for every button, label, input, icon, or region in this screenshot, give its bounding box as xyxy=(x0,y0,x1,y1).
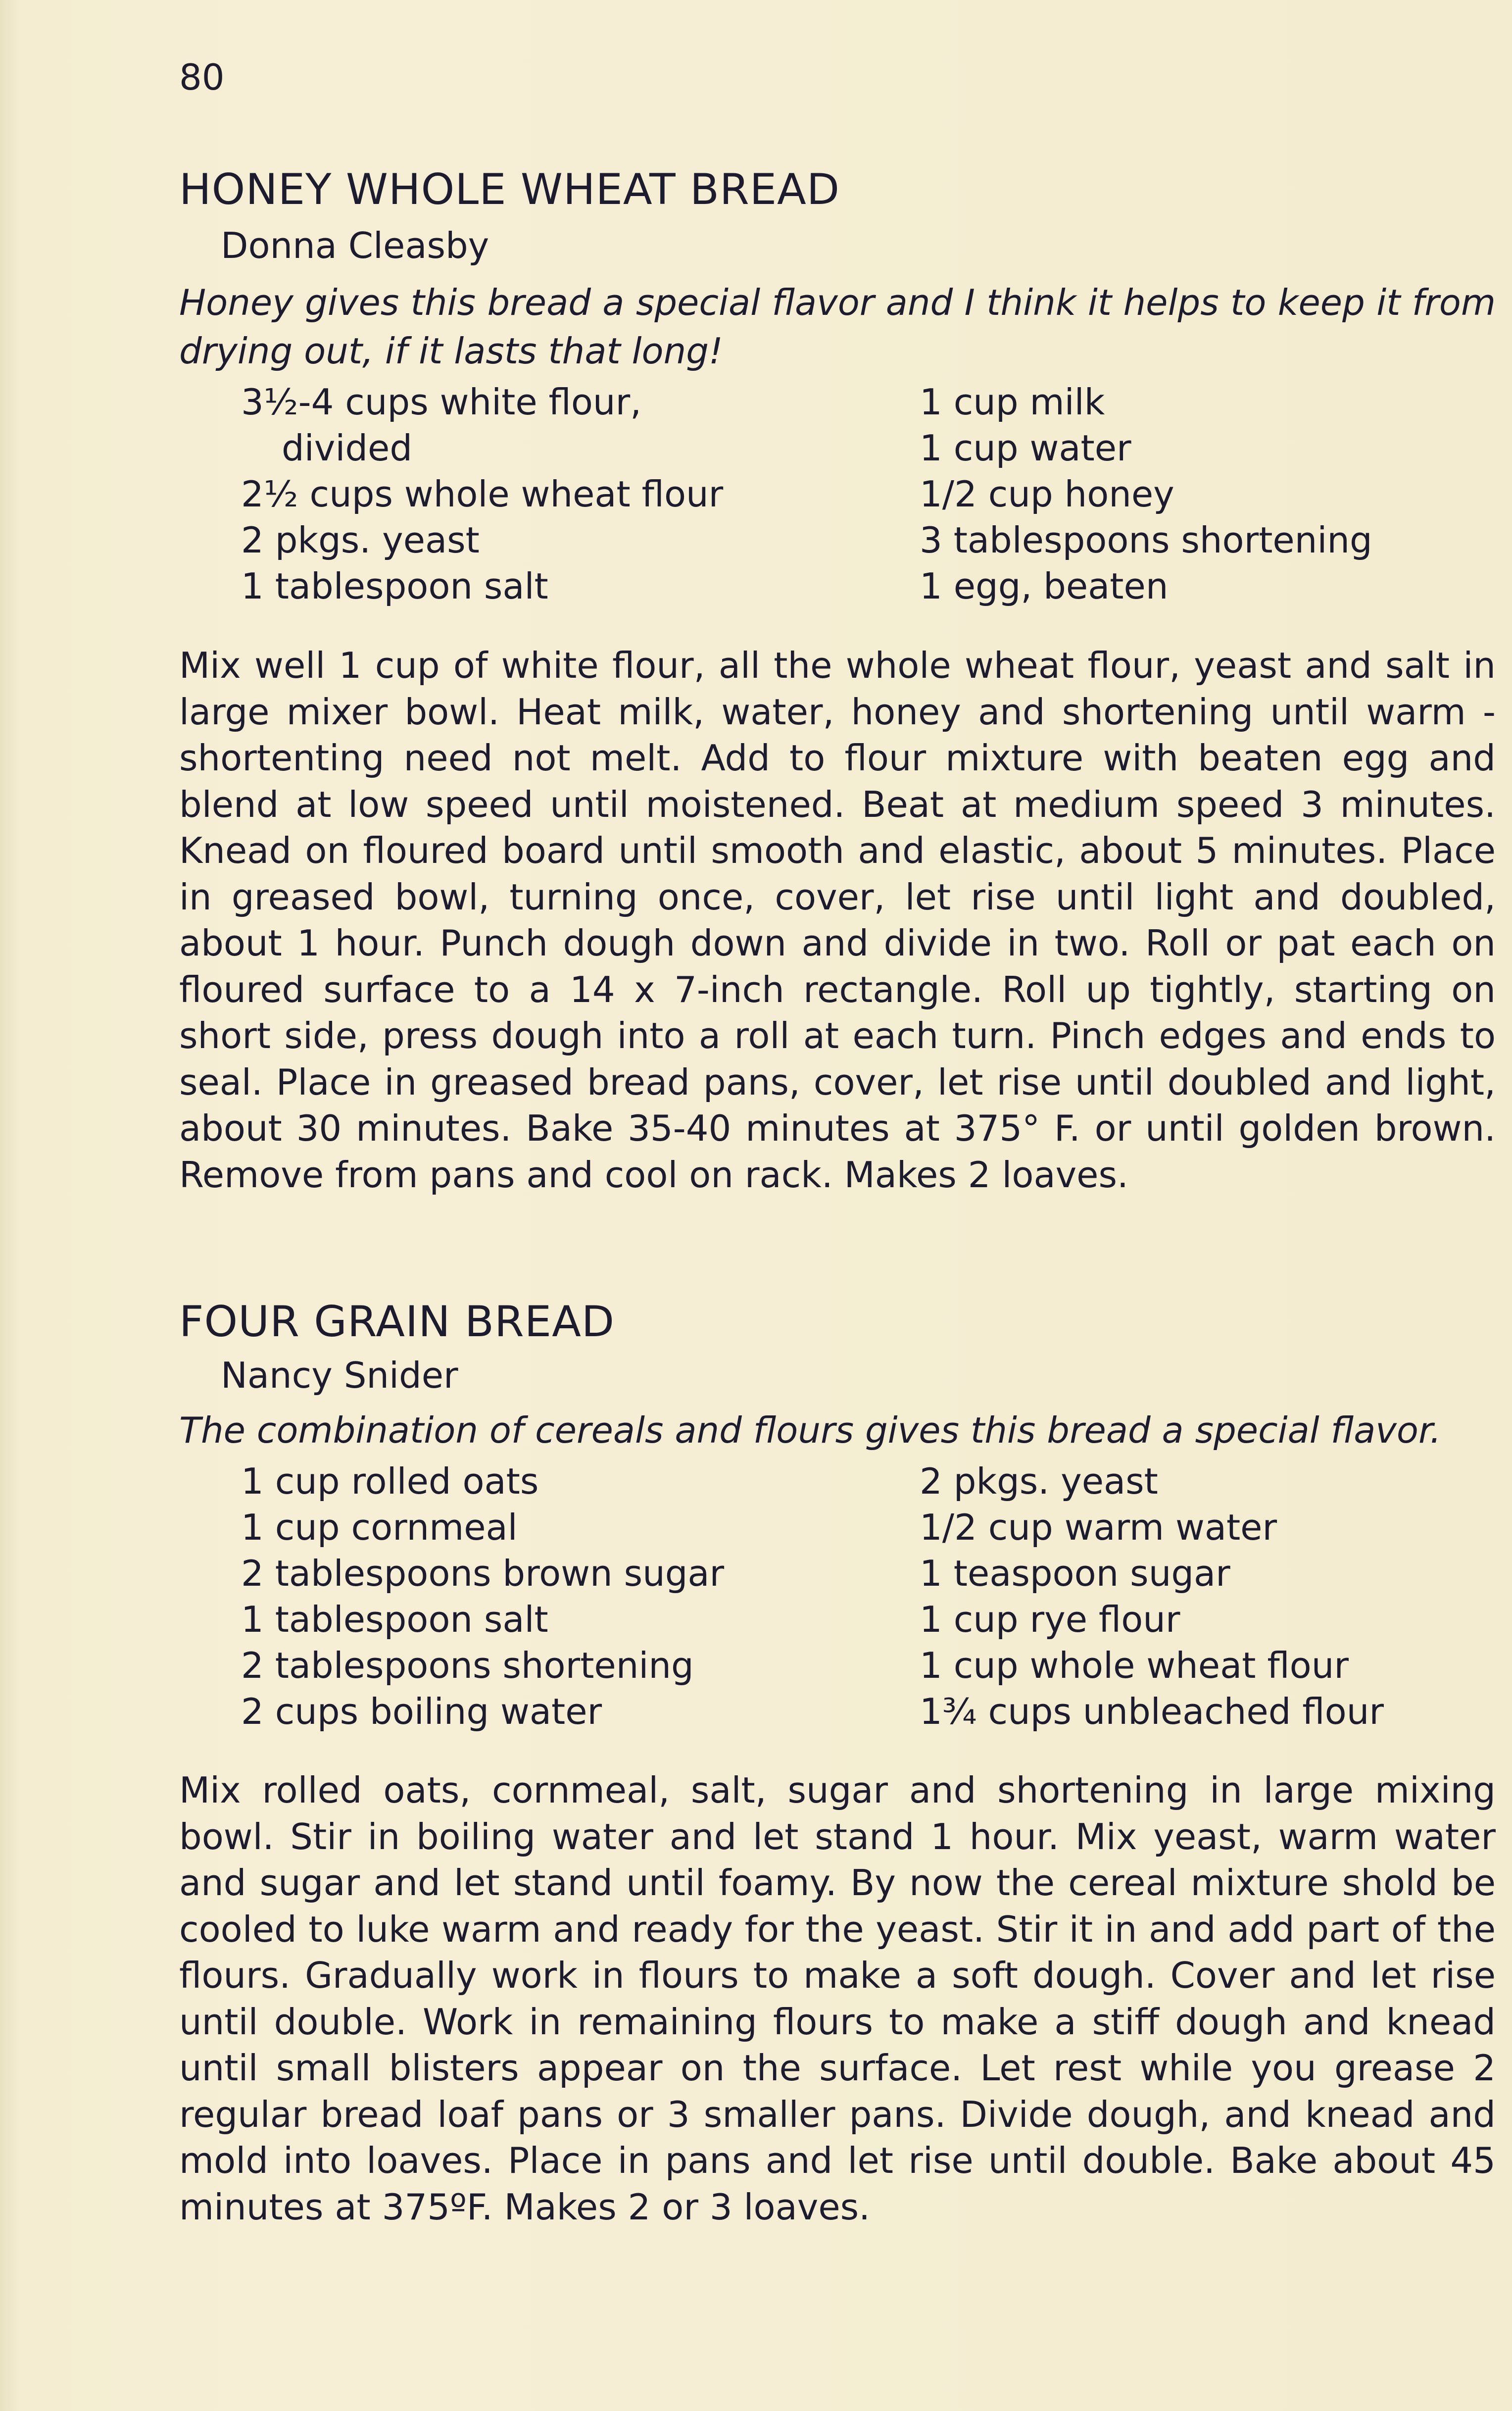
ingredients-right-column xyxy=(920,379,1372,609)
ingredient-item: 1 cup milk xyxy=(920,381,1105,423)
ingredients-left-column xyxy=(241,379,723,609)
recipe-intro: Honey gives this bread a special flavor and I think it helps to keep it from drying out, if it lasts that long! xyxy=(179,282,1496,372)
ingredient-item: 1¾ cups unbleached flour xyxy=(920,1691,1384,1732)
recipe-author: Nancy Snider xyxy=(221,1355,458,1396)
ingredient-item: 2 tablespoons brown sugar xyxy=(241,1553,725,1594)
ingredient-item: 1 teaspoon sugar xyxy=(920,1553,1230,1594)
ingredient-item: 2 pkgs. yeast xyxy=(241,519,480,561)
recipe-method: Mix well 1 cup of white flour, all the whole wheat flour, yeast and salt in large mixer bowl. Heat milk, water, honey and shortening until warm - shortenting need not melt. Add to flour mixture with beaten egg and blend at low speed until moistened. Beat at medium speed 3 minutes. Knead on floured board until smooth and elastic, about 5 minutes. Place in greased bowl, turning once, cover, let rise until light and doubled, about 1 hour. Punch dough down and divide in two. Roll or pat each on floured surface to a 14 x 7-inch rectangle. Roll up tightly, starting on short side, press dough into a roll at each turn. Pinch edges and ends to seal. Place in greased bread pans, cover, let rise until doubled and light, about 30 minutes. Bake 35-40 minutes at 375° F. or until golden brown. Remove from pans and cool on rack. Makes 2 loaves. xyxy=(179,645,1496,1196)
recipe-intro: The combination of cereals and flours gives this bread a special flavor. xyxy=(179,1409,1441,1451)
ingredient-item: 2 cups boiling water xyxy=(241,1691,602,1732)
ingredient-item: 3 tablespoons shortening xyxy=(920,519,1372,561)
ingredient-item: 1 tablespoon salt xyxy=(241,565,548,607)
recipe-author: Donna Cleasby xyxy=(221,225,489,266)
ingredient-item: 1 egg, beaten xyxy=(920,565,1169,607)
ingredient-item: 1 cup cornmeal xyxy=(241,1507,518,1548)
ingredient-item: 1 tablespoon salt xyxy=(241,1599,548,1640)
ingredient-item: 1/2 cup warm water xyxy=(920,1507,1277,1548)
ingredient-item: 1 cup whole wheat flour xyxy=(920,1645,1349,1686)
ingredient-item: 1/2 cup honey xyxy=(920,473,1174,515)
ingredients-right-column xyxy=(920,1458,1384,1735)
recipe-title: FOUR GRAIN BREAD xyxy=(179,1297,615,1347)
ingredient-item: 1 cup rye flour xyxy=(920,1599,1180,1640)
ingredients-left-column xyxy=(241,1458,724,1735)
ingredient-item: 2½ cups whole wheat flour xyxy=(241,473,724,515)
page-number: 80 xyxy=(179,56,225,98)
ingredient-item: 1 cup water xyxy=(920,427,1131,469)
recipe-method: Mix rolled oats, cornmeal, salt, sugar and shortening in large mixing bowl. Stir in boiling water and let stand 1 hour. Mix yeast, warm water and sugar and let stand until foamy. By now the cereal mixture shold be cooled to luke warm and ready for the yeast. Stir it in and add part of the flours. Gradually work in flours to make a soft dough. Cover and let rise until double. Work in remaining flours to make a stiff dough and knead until small blisters appear on the surface. Let rest while you grease 2 regular bread loaf pans or 3 smaller pans. Divide dough, and knead and mold into loaves. Place in pans and let rise until double. Bake about 45 minutes at 375ºF. Makes 2 or 3 loaves. xyxy=(179,1769,1496,2228)
ingredient-item: 1 cup rolled oats xyxy=(241,1460,539,1502)
ingredient-item: 2 pkgs. yeast xyxy=(920,1460,1158,1502)
ingredient-item: 2 tablespoons shortening xyxy=(241,1645,694,1686)
ingredient-item: 3½-4 cups white flour, xyxy=(241,381,642,423)
recipe-title: HONEY WHOLE WHEAT BREAD xyxy=(179,165,840,214)
ingredient-item: divided xyxy=(282,427,413,469)
